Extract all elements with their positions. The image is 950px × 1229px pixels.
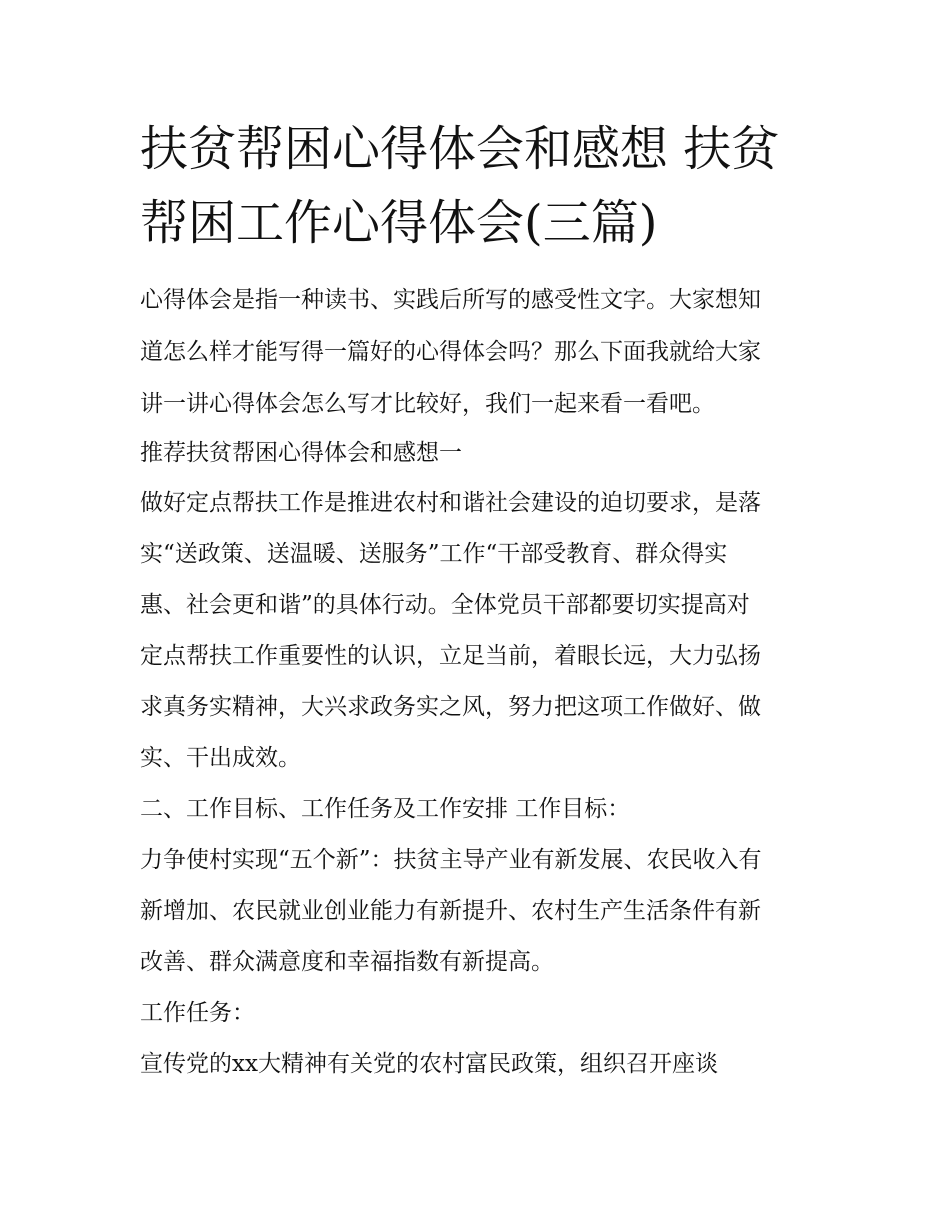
body-line: 心得体会是指一种读书、实践后所写的感受性文字。大家想知 [140,287,761,313]
title-line-1: 扶贫帮困心得体会和感想 扶贫 [140,121,780,177]
section-heading: 工作任务： [140,1000,255,1026]
body-line: 宣传党的xx大精神有关党的农村富民政策，组织召开座谈 [140,1051,718,1077]
body-line: 做好定点帮扶工作是推进农村和谐社会建设的迫切要求，是落 [140,490,761,516]
section-heading: 二、工作目标、工作任务及工作安排 工作目标： [140,796,631,822]
title-line-2: 帮困工作心得体会(三篇) [140,195,658,251]
body-line: 讲一讲心得体会怎么写才比较好，我们一起来看一看吧。 [140,391,715,417]
body-line: 求真务实精神，大兴求政务实之风，努力把这项工作做好、做 [140,694,761,720]
body-line: 道怎么样才能写得一篇好的心得体会吗？那么下面我就给大家 [140,339,761,365]
body-line: 定点帮扶工作重要性的认识，立足当前，着眼长远，大力弘扬 [140,643,761,669]
body-line: 实、干出成效。 [140,745,301,771]
body-line: 新增加、农民就业创业能力有新提升、农村生产生活条件有新 [140,898,761,924]
section-heading: 推荐扶贫帮困心得体会和感想一 [140,440,462,466]
body-line: 惠、社会更和谐”的具体行动。全体党员干部都要切实提高对 [140,592,750,618]
body-line: 改善、群众满意度和幸福指数有新提高。 [140,949,554,975]
body-line: 力争使村实现“五个新”：扶贫主导产业有新发展、农民收入有 [140,847,762,873]
document-title [140,112,820,260]
body-line: 实“送政策、送温暖、送服务”工作“干部受教育、群众得实 [140,541,728,567]
